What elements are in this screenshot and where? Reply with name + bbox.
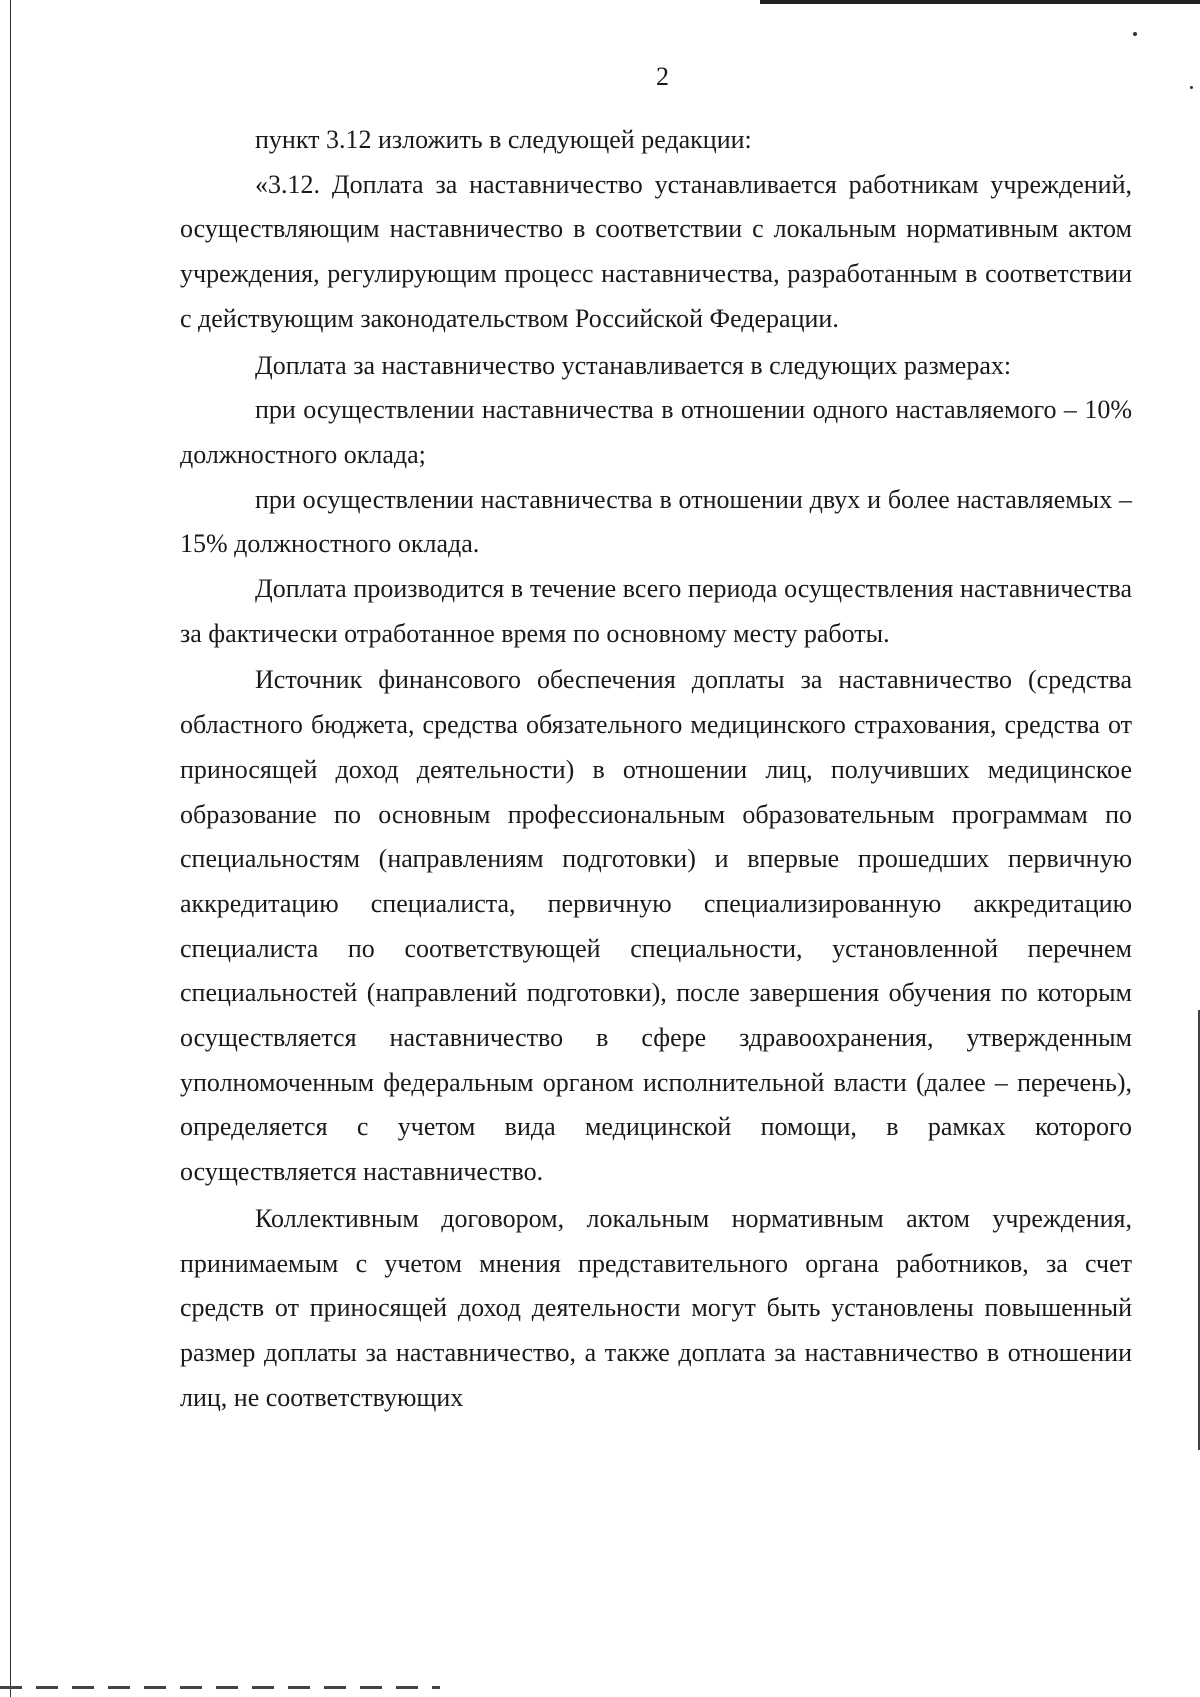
scan-edge-top — [760, 0, 1200, 4]
paragraph: Коллективным договором, локальным нормативным актом учреждения, принимаемым с учетом мнения представительного органа работников, за счет средств от приносящей доход деятельности могут быть установлены повышенный размер доплаты за наставничество, а также доплата за наставничество в отношении лиц, не соответствующих — [180, 1203, 1132, 1412]
paragraph: Доплата производится в течение всего периода осуществления наставничества за фактически отработанное время по основному месту работы. — [180, 574, 1132, 648]
paragraph: Источник финансового обеспечения доплаты за наставничество (средства областного бюджета, средства обязательного медицинского страхования, средства от приносящей доход деятельности) в отношении лиц, получивших медицинское образование по основным профессиональным образовательным программам по специальностям (направлениям подготовки) и впервые прошедших первичную аккредитацию специалиста, первичную специализированную аккредитацию специалиста по соответствующей специальности, установленной перечнем специальностей (направлений подготовки), после завершения обучения по которым осуществляется наставничество в сфере здравоохранения, утвержденным уполномоченным федеральным органом исполнительной власти (далее – перечень), определяется с учетом вида медицинской помощи, в рамках которого осуществляется наставничество. — [180, 665, 1132, 1187]
page-number: 2 — [656, 62, 669, 91]
scan-edge-left — [10, 0, 11, 1697]
paragraph: Доплата за наставничество устанавливается в следующих размерах: — [255, 350, 1012, 380]
paragraph: при осуществлении наставничества в отношении одного наставляемого – 10% должностного оклада; — [180, 395, 1132, 469]
paragraph: «3.12. Доплата за наставничество устанавливается работникам учреждений, осуществляющим наставничество в соответствии с локальным нормативным актом учреждения, регулирующим процесс наставничества, разработанным в соответствии с действующим законодательством Российской Федерации. — [180, 169, 1132, 333]
paragraph: при осуществлении наставничества в отношении двух и более наставляемых – 15% должностного оклада. — [180, 484, 1132, 559]
scan-speck — [1133, 32, 1137, 36]
document-body — [180, 118, 1132, 1420]
paragraph: пункт 3.12 изложить в следующей редакции: — [255, 125, 752, 154]
scan-bottom-marks — [0, 1686, 440, 1689]
